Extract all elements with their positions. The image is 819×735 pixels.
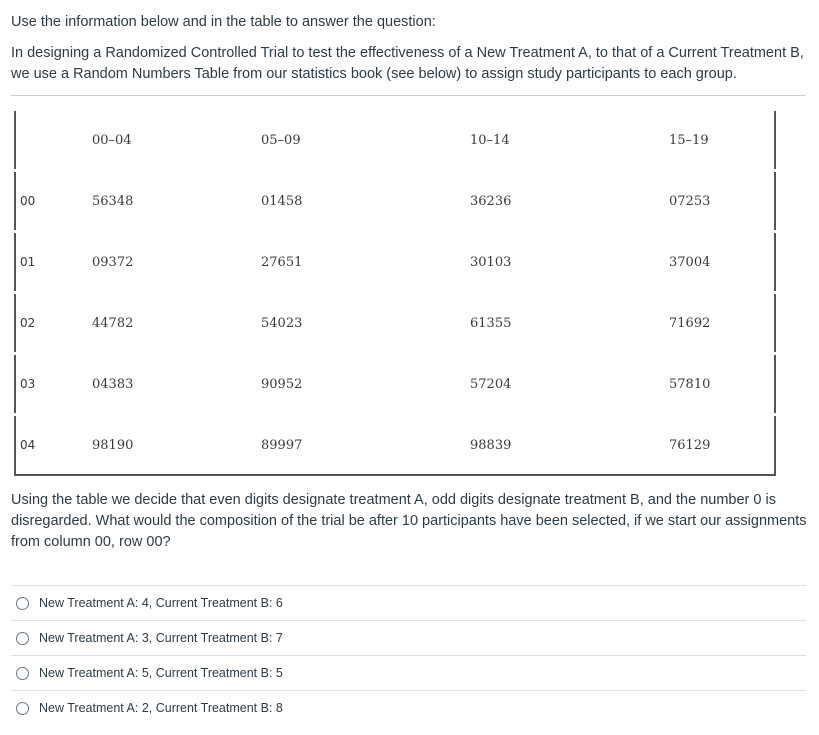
radio-button[interactable] bbox=[16, 597, 29, 610]
answer-option[interactable] bbox=[11, 585, 806, 620]
radio-button[interactable] bbox=[16, 667, 29, 680]
table-cell: 61355 bbox=[436, 293, 645, 354]
row-label: 04 bbox=[15, 415, 60, 476]
table-header-cell: 15–19 bbox=[645, 110, 775, 171]
answer-label: New Treatment A: 5, Current Treatment B: 5 bbox=[39, 666, 283, 680]
table-cell: 71692 bbox=[645, 293, 775, 354]
question-text: Using the table we decide that even digits designate treatment A, odd digits designate treatment B, and the number 0 is disregarded. What would the composition of the trial be after 10 participants have been selected, if we start our assignments from column 00, row 00? bbox=[11, 492, 807, 550]
answer-label: New Treatment A: 4, Current Treatment B: 6 bbox=[39, 596, 283, 610]
table-cell: 30103 bbox=[436, 232, 645, 293]
table-row bbox=[15, 415, 775, 476]
table-cell: 27651 bbox=[227, 232, 436, 293]
answer-label: New Treatment A: 3, Current Treatment B: 7 bbox=[39, 631, 283, 645]
random-numbers-table bbox=[14, 108, 776, 476]
row-label: 03 bbox=[15, 354, 60, 415]
intro-divider bbox=[11, 95, 806, 96]
table-row bbox=[15, 354, 775, 415]
table-cell: 07253 bbox=[645, 171, 775, 232]
intro-description: In designing a Randomized Controlled Trial to test the effectiveness of a New Treatment A, to that of a Current Treatment B, we use a Random Numbers Table from our statistics book (see below) to assign study participants to each group. bbox=[11, 45, 804, 82]
table-header-row bbox=[15, 110, 775, 171]
table-header-cell: 10–14 bbox=[436, 110, 645, 171]
table-cell: 57810 bbox=[645, 354, 775, 415]
table-cell: 09372 bbox=[60, 232, 227, 293]
table-cell: 98190 bbox=[60, 415, 227, 476]
intro-instruction: Use the information below and in the table to answer the question: bbox=[11, 14, 436, 30]
table-cell: 04383 bbox=[60, 354, 227, 415]
table-header-corner bbox=[15, 110, 60, 171]
table-cell: 54023 bbox=[227, 293, 436, 354]
table-cell: 01458 bbox=[227, 171, 436, 232]
table-cell: 56348 bbox=[60, 171, 227, 232]
table-cell: 37004 bbox=[645, 232, 775, 293]
table-cell: 44782 bbox=[60, 293, 227, 354]
row-label: 02 bbox=[15, 293, 60, 354]
question-intro bbox=[11, 12, 811, 85]
answer-option[interactable] bbox=[11, 620, 806, 655]
answer-list bbox=[11, 585, 806, 725]
table-row bbox=[15, 293, 775, 354]
radio-button[interactable] bbox=[16, 632, 29, 645]
answer-option[interactable] bbox=[11, 690, 806, 725]
table-cell: 89997 bbox=[227, 415, 436, 476]
answer-option[interactable] bbox=[11, 655, 806, 690]
table-cell: 57204 bbox=[436, 354, 645, 415]
table-row bbox=[15, 171, 775, 232]
row-label: 00 bbox=[15, 171, 60, 232]
table-header-cell: 05–09 bbox=[227, 110, 436, 171]
table-row bbox=[15, 232, 775, 293]
table-cell: 98839 bbox=[436, 415, 645, 476]
row-label: 01 bbox=[15, 232, 60, 293]
table-cell: 36236 bbox=[436, 171, 645, 232]
table-cell: 76129 bbox=[645, 415, 775, 476]
radio-button[interactable] bbox=[16, 702, 29, 715]
answer-label: New Treatment A: 2, Current Treatment B: 8 bbox=[39, 701, 283, 715]
table-cell: 90952 bbox=[227, 354, 436, 415]
table-header-cell: 00–04 bbox=[60, 110, 227, 171]
